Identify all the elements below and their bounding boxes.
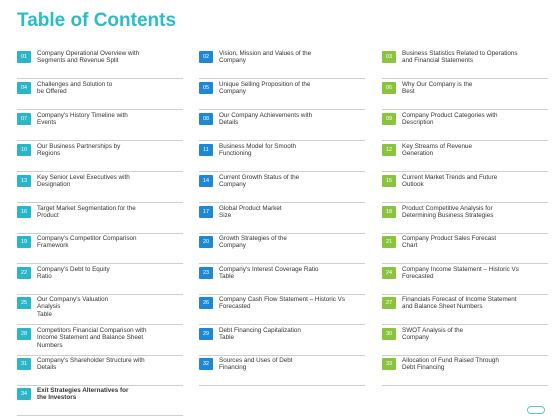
toc-number-badge: 09 [382,113,396,125]
toc-item-15[interactable] [382,172,548,203]
toc-number-badge: 24 [382,267,396,279]
toc-divider [382,385,548,386]
toc-item-label: Our Company's Valuation Analysis Table [37,296,109,318]
toc-number-badge: 26 [199,297,213,309]
toc-item-label: Why Our Company is the Best [402,81,473,96]
toc-item-label: Exit Strategies Alternatives for the Investors [37,387,129,402]
toc-item-label: Current Growth Status of the Company [219,174,300,189]
toc-number-badge: 03 [382,51,396,63]
toc-item-label: Business Statistics Related to Operations and Financial Statements [402,50,518,65]
toc-item-30[interactable] [382,325,548,356]
toc-number-badge: 33 [382,358,396,370]
toc-number-badge: 13 [17,175,31,187]
toc-number-badge: 08 [199,113,213,125]
toc-item-09[interactable] [382,110,548,141]
toc-divider [199,385,365,386]
toc-number-badge: 22 [17,267,31,279]
toc-item-12[interactable] [382,141,548,172]
toc-number-badge: 25 [17,297,31,309]
toc-item-20[interactable] [199,233,365,264]
toc-item-label: Company Income Statement – Historic Vs Forecasted [402,266,519,281]
toc-item-32[interactable] [199,355,365,386]
toc-number-badge: 19 [17,236,31,248]
toc-number-badge: 30 [382,328,396,340]
toc-item-label: Unique Selling Proposition of the Company [219,81,311,96]
toc-item-07[interactable] [17,110,183,141]
toc-number-badge: 23 [199,267,213,279]
toc-divider [17,415,183,416]
toc-number-badge: 04 [17,82,31,94]
toc-item-label: Key Streams of Revenue Generation [402,143,473,158]
toc-item-27[interactable] [382,294,548,325]
toc-item-21[interactable] [382,233,548,264]
toc-item-label: Global Product Market Size [219,205,282,220]
toc-item-label: SWOT Analysis of the Company [402,327,464,342]
toc-number-badge: 11 [199,144,213,156]
toc-item-29[interactable] [199,325,365,356]
toc-item-22[interactable] [17,264,183,295]
toc-item-13[interactable] [17,172,183,203]
toc-number-badge: 15 [382,175,396,187]
toc-number-badge: 06 [382,82,396,94]
toc-number-badge: 12 [382,144,396,156]
toc-item-14[interactable] [199,172,365,203]
toc-item-label: Product Competitive Analysis for Determining Business Strategies [402,205,494,220]
toc-item-label: Company's History Timeline with Events [37,112,128,127]
toc-item-label: Challenges and Solution to be Offered [37,81,113,96]
toc-item-34[interactable] [17,385,183,416]
toc-item-04[interactable] [17,79,183,110]
toc-item-label: Sources and Uses of Debt Financing [219,357,293,372]
toc-item-01[interactable] [17,48,183,79]
toc-item-16[interactable] [17,203,183,234]
toc-item-label: Company's Debt to Equity Ratio [37,266,110,281]
toc-number-badge: 05 [199,82,213,94]
toc-item-label: Our Business Partnerships by Regions [37,143,121,158]
toc-item-label: Current Market Trends and Future Outlook [402,174,498,189]
toc-item-label: Financials Forecast of Income Statement and Balance Sheet Numbers [402,296,517,311]
toc-number-badge: 02 [199,51,213,63]
toc-item-label: Vision, Mission and Values of the Company [219,50,312,65]
toc-item-18[interactable] [382,203,548,234]
toc-number-badge: 14 [199,175,213,187]
toc-item-10[interactable] [17,141,183,172]
toc-number-badge: 27 [382,297,396,309]
toc-item-label: Company's Interest Coverage Ratio Table [219,266,319,281]
toc-item-33[interactable] [382,355,548,386]
toc-number-badge: 31 [17,358,31,370]
toc-item-label: Company's Competitor Comparison Framework [37,235,137,250]
toc-item-label: Our Company Achievements with Details [219,112,313,127]
toc-number-badge: 29 [199,328,213,340]
toc-item-label: Company Product Sales Forecast Chart [402,235,497,250]
toc-number-badge: 16 [17,206,31,218]
toc-item-25[interactable] [17,294,183,325]
toc-item-label: Growth Strategies of the Company [219,235,287,250]
toc-item-02[interactable] [199,48,365,79]
toc-item-label: Company's Shareholder Structure with Details [37,357,145,372]
toc-item-label: Company Operational Overview with Segments and Revenue Split [37,50,140,65]
toc-item-31[interactable] [17,355,183,386]
toc-item-label: Debt Financing Capitalization Table [219,327,301,342]
toc-item-label: Key Senior Level Executives with Designation [37,174,130,189]
toc-number-badge: 10 [17,144,31,156]
toc-number-badge: 18 [382,206,396,218]
toc-item-label: Competitors Financial Comparison with Income Statement and Balance Sheet Numbers [37,327,147,349]
toc-number-badge: 28 [17,328,31,340]
toc-item-26[interactable] [199,294,365,325]
toc-number-badge: 20 [199,236,213,248]
toc-item-label: Allocation of Fund Raised Through Debt Financing [402,357,499,372]
toc-item-08[interactable] [199,110,365,141]
toc-item-label: Business Model for Smooth Functioning [219,143,296,158]
toc-item-24[interactable] [382,264,548,295]
toc-item-03[interactable] [382,48,548,79]
toc-item-17[interactable] [199,203,365,234]
slide-nav-pill[interactable] [527,406,545,414]
toc-item-23[interactable] [199,264,365,295]
toc-item-06[interactable] [382,79,548,110]
page-title: Table of Contents [17,10,177,31]
toc-item-label: Company Product Categories with Description [402,112,498,127]
toc-item-label: Target Market Segmentation for the Product [37,205,136,220]
toc-number-badge: 17 [199,206,213,218]
toc-item-28[interactable] [17,325,183,356]
toc-number-badge: 21 [382,236,396,248]
toc-number-badge: 32 [199,358,213,370]
toc-item-05[interactable] [199,79,365,110]
toc-number-badge: 01 [17,51,31,63]
toc-number-badge: 34 [17,388,31,400]
toc-item-19[interactable] [17,233,183,264]
toc-item-label: Company Cash Flow Statement – Historic Vs Forecasted [219,296,345,311]
toc-item-11[interactable] [199,141,365,172]
toc-number-badge: 07 [17,113,31,125]
